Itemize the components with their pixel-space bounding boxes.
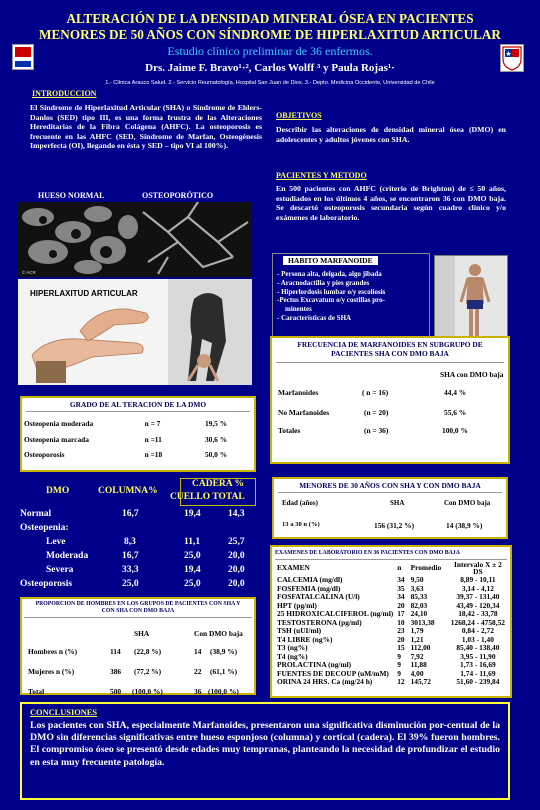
lab-cell: 1,74 - 11,69: [460, 668, 496, 678]
marfanoide-item: -Pectus Excavatum o/y costillas pro-: [277, 296, 385, 305]
dmo-row: Osteopenia:: [20, 523, 69, 533]
lab-cell: 8,89 - 10,11: [460, 575, 496, 584]
lab-cell: 1,73 - 16,69: [460, 660, 496, 669]
lab-cell: 3013,38: [410, 617, 435, 627]
marfanoide-title: HABITO MARFANOIDE: [283, 256, 378, 265]
proporcion-panel: [20, 597, 256, 695]
lab-cell: 85,40 - 138,40: [456, 643, 500, 652]
lab-cell: T3 (ng%): [277, 643, 308, 652]
clinic-logo: [12, 44, 34, 70]
frecuencia-row-label: Totales: [278, 426, 301, 435]
cuello-total-header: CUELLO TOTAL: [170, 492, 245, 502]
menores-title: MENORES DE 30 AÑOS CON SHA Y CON DMO BAJA: [278, 479, 502, 493]
grado-title: GRADO DE AL TERACION DE LA DMO: [26, 398, 250, 412]
lab-cell: ORINA 24 HRS. Ca (mg/24 h): [277, 677, 373, 686]
cadera-header: CADERA %: [192, 479, 244, 489]
conclusiones-text: Los pacientes con SHA, especialmente Marfanoides, presentaron una significativa disminución por-centual de la DMO sin diferencias significativas entre hueso esponjoso (columna) y cortical (cadera). El 39% fueron hombres. El compromiso óseo se presentó desde edades muy tempranas, planteando la necesidad de profundizar el estudio en esta muy frecuente patología.: [30, 720, 500, 768]
lab-cell: 4,00: [410, 668, 424, 678]
lab-cell: HPT (pg/ml): [277, 600, 317, 610]
bone-micrograph-image: [18, 202, 252, 277]
lab-cell: 11,88: [410, 660, 427, 669]
proporcion-title: PROPORCION DE HOMBRES EN LOS GRUPOS DE PACIENTES CON SHA Y CON SHA CON DMO BAJA: [24, 599, 252, 618]
menores-header-dmo: Con DMO baja: [444, 499, 491, 507]
lab-cell: 1,21: [410, 634, 424, 644]
marfanoide-item: - Características de SHA: [277, 313, 352, 322]
dmo-row: Normal 16,7 19,4 14,3: [20, 509, 245, 519]
frecuencia-row-label: Marfanoides: [278, 388, 319, 397]
lab-cell: 3,95 - 11,90: [460, 651, 496, 661]
frecuencia-row-n: (n = 20): [364, 408, 389, 417]
lab-cell: 20: [397, 600, 405, 610]
lab-cell: T4 LIBRE (ng%): [277, 634, 333, 644]
lab-cell: TSH (uUI/ml): [277, 626, 322, 635]
dmo-header: DMO: [46, 486, 70, 496]
university-shield-logo: [500, 44, 524, 72]
frecuencia-row-n: (n = 36): [364, 426, 389, 435]
objetivos-text: Describir las alteraciones de densidad mineral ósea (DMO) en adolescentes y adultos jóvenes con SHA.: [276, 125, 506, 144]
lab-cell: 35: [397, 583, 405, 593]
conclusiones-title: CONCLUSIONES: [30, 708, 98, 717]
proporcion-header-dmo: Con DMO baja: [194, 629, 243, 638]
lab-cell: 85,33: [410, 592, 428, 601]
lab-cell: 82,03: [410, 600, 428, 610]
proporcion-row: Total 500 (100,0 %) 36 (100,0 %): [28, 687, 239, 696]
copyright-note: © ACR: [22, 270, 36, 275]
lab-cell: 12: [397, 677, 405, 686]
pacientes-text: En 500 pacientes con AHFC (criterio de Brighton) de ≤ 50 años, estudiados en los últimos 4 años, se encontraron 36 con DMO baja. Se descartó osteoporosis secundaria según cuadro clínico y/o exámenes de laboratorio.: [276, 184, 506, 222]
lab-cell: T4 (ng%): [277, 651, 308, 661]
menores-header-edad: Edad (años): [282, 499, 318, 507]
authors: Drs. Jaime F. Bravo¹·², Carlos Wolff ³ y Paula Rojas¹·: [145, 62, 395, 74]
columna-header: COLUMNA%: [98, 486, 158, 496]
marfanoide-box: [272, 253, 430, 337]
lab-cell: 1,79: [410, 626, 424, 635]
lab-cell: 3,14 - 4,12: [461, 583, 494, 593]
lab-cell: 9,50: [410, 575, 424, 584]
hypermobility-label: HIPERLAXITUD ARTICULAR: [30, 289, 138, 298]
lab-cell: 7,92: [410, 651, 424, 661]
lab-cell: 23: [397, 626, 405, 635]
grado-row: Osteopenia moderada n = 7 19,5 %: [24, 419, 228, 428]
lab-cell: FOSFATALCALINA (U/l): [277, 592, 360, 601]
menores-header-sha: SHA: [390, 499, 405, 507]
lab-cell: 20: [397, 634, 405, 644]
pacientes-title: PACIENTES Y METODO: [276, 171, 367, 180]
marfanoide-item: - Hiperlordosis lumbar o/y escoliosis: [277, 287, 386, 296]
lab-cell: 34: [397, 575, 405, 584]
lab-cell: 25 HIDROXICALCIFEROL (ng/ml): [277, 609, 394, 618]
menores-row-label: 13 a 30 n (%): [282, 521, 320, 528]
lab-cell: 9: [397, 660, 401, 669]
dmo-row: Osteoporosis 25,0 25,0 20,0: [20, 579, 245, 589]
menores-row-sha: 156 (31,2 %): [374, 521, 415, 530]
lab-cell: FUENTES DE DECOUP (uM/mM): [277, 668, 389, 678]
grado-panel: [20, 396, 256, 472]
lab-cell: 34: [397, 592, 405, 601]
lab-cell: 0,84 - 2,72: [461, 626, 494, 635]
title-line-2: MENORES DE 50 AÑOS CON SÍNDROME DE HIPERLAXITUD ARTICULAR: [39, 27, 501, 42]
lab-cell: 43,49 - 120,34: [456, 600, 500, 610]
grado-row: Osteopenia marcada n =11 30,6 %: [24, 434, 228, 444]
conclusiones-box: [20, 702, 510, 800]
intro-text: El Síndrome de Hiperlaxitud Articular (SHA) o Síndrome de Ehlers-Danlos (SED) tipo III, es una forma frustra de las Alteraciones Hereditarias de la Fibra Colágena (AHFC). La osteoporosis es frecuente en las AHFC (SED, Síndrome de Marfan, Osteogénesis Imperfecta (OI), llegando en ésta y SED – tipo VI al 100%).: [30, 103, 262, 151]
lab-cell: TESTOSTERONA (pg/ml): [277, 617, 362, 627]
marfanoid-patient-photo: [434, 255, 508, 345]
lab-table: [275, 561, 507, 687]
intro-title: INTRODUCCION: [32, 89, 97, 98]
dmo-row: Severa 33,3 19,4 20,0: [46, 565, 245, 575]
menores-panel: [272, 477, 508, 539]
lab-cell: 3,63: [410, 583, 424, 593]
lab-cell: 17: [397, 609, 405, 618]
lab-cell: CALCEMIA (mg/dl): [277, 575, 343, 584]
lab-cell: 1,03 - 1,40: [461, 634, 494, 644]
menores-row-dmo: 14 (38,9 %): [446, 521, 483, 530]
frecuencia-row-pct: 55,6 %: [444, 408, 467, 417]
normal-bone-label: HUESO NORMAL: [38, 191, 105, 200]
lab-cell: 24,10: [410, 609, 428, 618]
frecuencia-row-n: ( n = 16): [362, 388, 389, 397]
lab-cell: 145,72: [410, 677, 431, 686]
lab-cell: 18,42 - 33,78: [458, 609, 498, 618]
frecuencia-row-pct: 44,4 %: [444, 388, 467, 397]
osteoporotic-bone-label: OSTEOPORÓTICO: [142, 191, 214, 200]
lab-cell: 39,37 - 131,40: [456, 592, 500, 601]
frecuencia-header: SHA con DMO baja: [440, 370, 504, 379]
lab-cell: 112,00: [410, 643, 431, 652]
lab-cell: FOSFEMIA (mg/dl): [277, 583, 341, 593]
marfanoide-item: - Aracnodactilia y pies grandes: [277, 278, 370, 287]
lab-cell: 10: [397, 617, 405, 627]
dmo-row: Moderada 16,7 25,0 20,0: [46, 551, 245, 561]
proporcion-row: Mujeres n (%) 386 (77,2 %) 22 (61,1 %): [28, 667, 238, 676]
lab-cell: PROLACTINA (ng/ml): [277, 660, 352, 669]
subtitle: Estudio clínico preliminar de 36 enfermos.: [167, 44, 373, 58]
frecuencia-row-pct: 100,0 %: [442, 426, 468, 435]
affiliations: 1.- Clínica Arauco Salud. 2.- Servicio Reumatología, Hospital San Juan de Dios. 3.- Depto. Medicina Occidente, Universidad de Chile: [105, 80, 435, 86]
lab-row: [275, 678, 507, 687]
frecuencia-row-label: No Marfanoides: [278, 408, 330, 417]
frecuencia-panel: [270, 336, 510, 464]
marfanoide-item: - Persona alta, delgada, algo jibada: [277, 270, 382, 278]
lab-panel: [270, 545, 512, 698]
lab-cell: 15: [397, 643, 405, 652]
lab-cell: 9: [397, 651, 401, 661]
dmo-table: [20, 478, 256, 596]
proporcion-row: Hombres n (%) 114 (22,8 %) 14 (38,9 %): [28, 647, 238, 656]
lab-header-row: EXAMEN n Promedio Intervalo X ± 2 DS: [277, 560, 502, 576]
frecuencia-title: FRECUENCIA DE MARFANOIDES EN SUBGRUPO DE PACIENTES SHA CON DMO BAJA: [297, 340, 483, 358]
objetivos-title: OBJETIVOS: [276, 111, 322, 120]
title-line-1: ALTERACIÓN DE LA DENSIDAD MINERAL ÓSEA EN PACIENTES: [66, 11, 474, 26]
lab-cell: 9: [397, 668, 401, 678]
dmo-row: Leve 8,3 11,1 25,7: [46, 537, 245, 547]
hypermobility-photo: [18, 279, 252, 385]
marfanoide-item: minentes: [285, 305, 312, 314]
lab-cell: 1268,24 - 4758,52: [450, 617, 505, 627]
lab-title: EXAMENES DE LABORATORIO EN 36 PACIENTES CON DMO BAJA: [275, 550, 460, 556]
proporcion-header-sha: SHA: [134, 629, 150, 638]
lab-cell: 51,60 - 239,84: [456, 677, 500, 686]
grado-row: Osteoporosis n =18 50,0 %: [24, 450, 228, 459]
